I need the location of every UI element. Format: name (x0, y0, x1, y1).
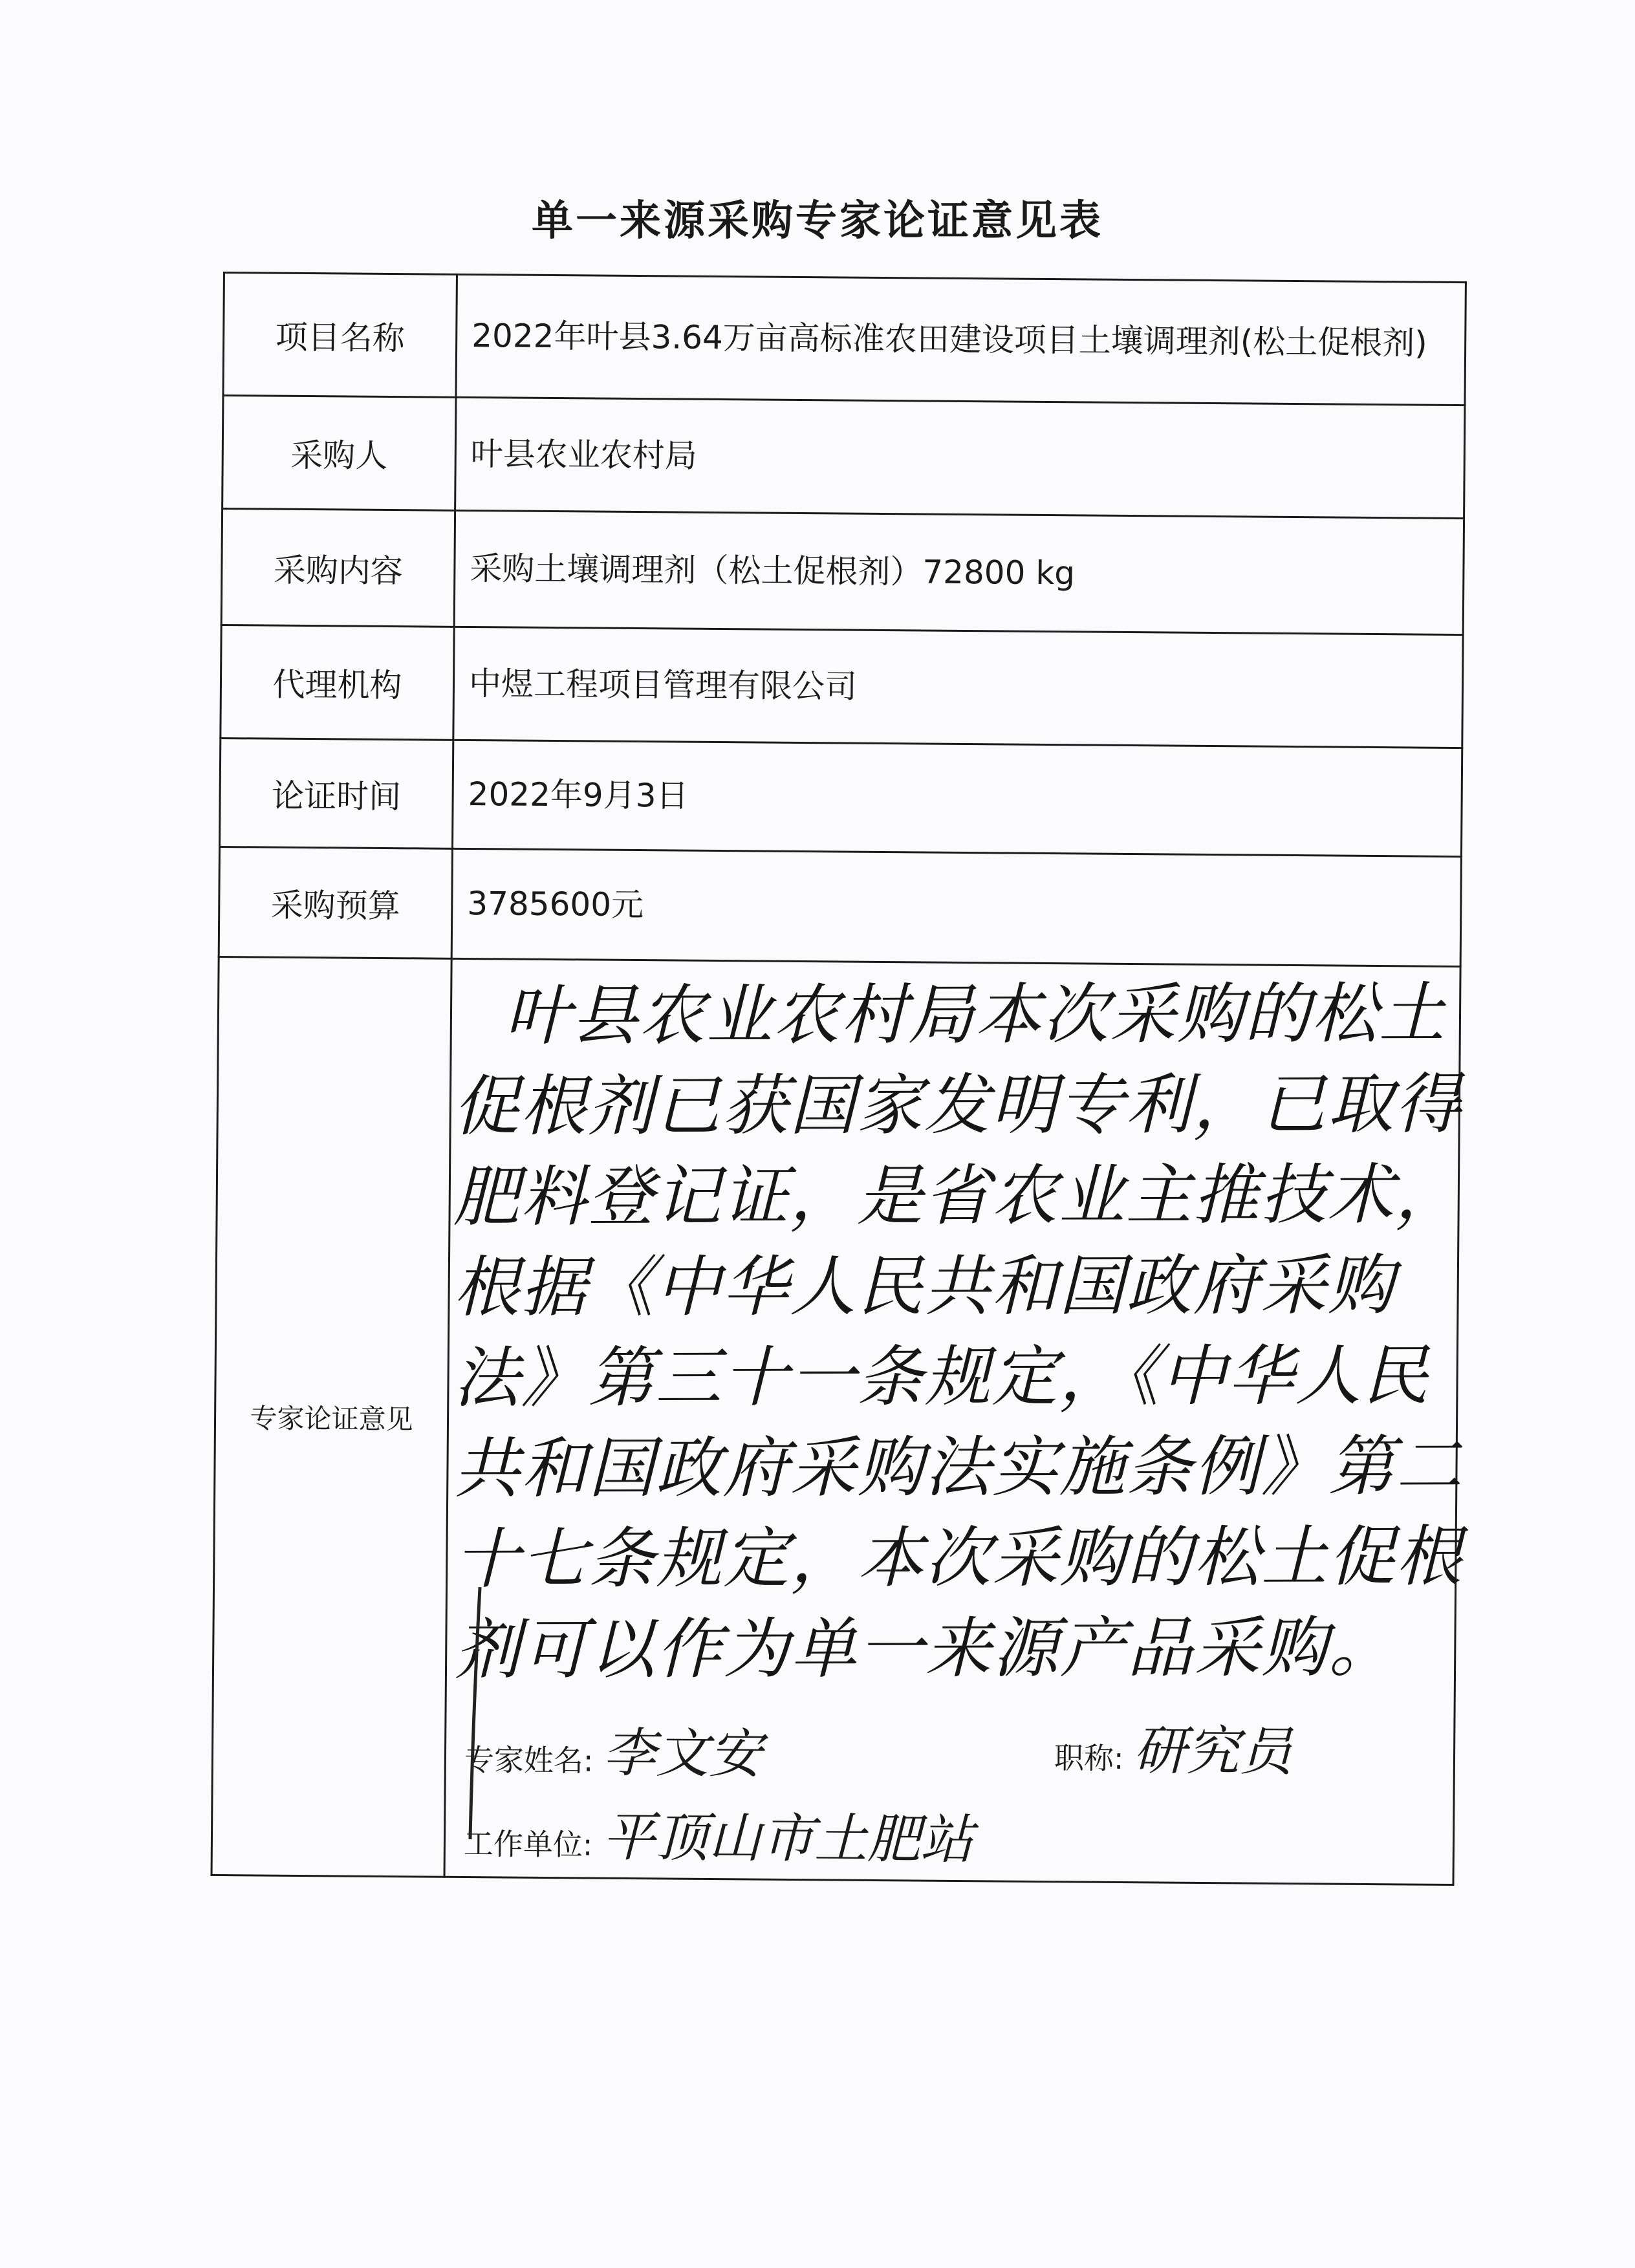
agency-label: 代理机构 (221, 625, 454, 740)
form-row-opinion (211, 956, 1460, 1885)
purchaser-label: 采购人 (222, 396, 456, 511)
date-value: 2022年9月3日 (453, 740, 1462, 856)
title-signature: 研究员 (1132, 1720, 1293, 1784)
expert-name-signature: 李文安 (602, 1722, 763, 1786)
title-label: 职称: (1054, 1740, 1124, 1777)
content-value: 采购土壤调理剂（松土促根剂）72800 kg (454, 510, 1464, 634)
budget-value: 3785600元 (451, 848, 1461, 966)
opinion-cell (444, 958, 1464, 1885)
unit-signature: 平顶山市土肥站 (601, 1806, 974, 1872)
handwritten-opinion: 叶县农业农村局本次采购的松土促根剂已获国家发明专利，已取得肥料登记证，是省农业主推技术，根据《中华人民共和国政府采购法》第三十一条规定，《中华人民共和国政府采购法实施条例》第二十七条规定，本次采购的松土促根剂可以作为单一来源产品采购。 (453, 975, 1464, 1689)
content-label: 采购内容 (221, 509, 455, 627)
budget-label: 采购预算 (219, 847, 452, 958)
title-row (1054, 1708, 1293, 1786)
form-row-agency (221, 625, 1463, 748)
form-row-project-name (223, 273, 1466, 405)
form-row-content (221, 509, 1464, 635)
project-name-value: 2022年叶县3.64万亩高标准农田建设项目土壤调理剂(松土促根剂) (456, 274, 1466, 405)
margin-ink-stroke (439, 1581, 519, 1853)
project-name-label: 项目名称 (223, 273, 457, 398)
agency-value: 中煜工程项目管理有限公司 (453, 627, 1463, 748)
date-label: 论证时间 (220, 738, 453, 848)
form-title: 单一来源采购专家论证意见表 (532, 197, 1103, 245)
expert-name-label: 专家姓名: (464, 1742, 594, 1778)
unit-row (464, 1794, 974, 1874)
opinion-label: 专家论证意见 (211, 956, 451, 1877)
form-row-budget (219, 847, 1461, 966)
unit-label: 工作单位: (463, 1826, 593, 1863)
purchaser-value: 叶县农业农村局 (455, 397, 1465, 518)
form-row-purchaser (222, 396, 1465, 519)
form-row-date (220, 738, 1462, 856)
expert-opinion-form (211, 272, 1467, 1886)
